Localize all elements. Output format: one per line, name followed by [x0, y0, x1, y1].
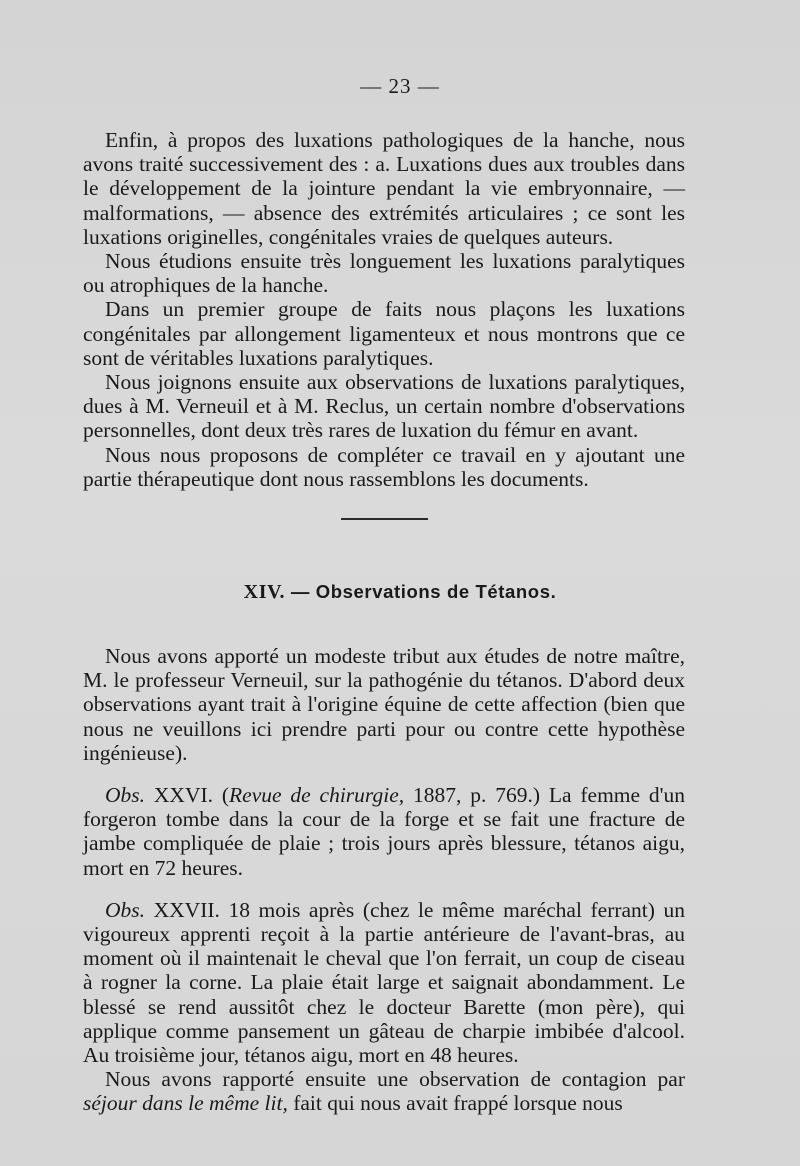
obs-27-number: XXVII. [153, 897, 220, 922]
section-divider [341, 518, 428, 520]
paragraph-obs-26 [83, 783, 685, 880]
paragraph-luxations-paralytiques: Nous étudions ensuite très longuement les luxations paralytiques ou atrophiques de la hanche. [83, 249, 685, 298]
obs-26-ref-rest: 1887, p. 769.) [413, 783, 540, 808]
obs-26-label: Obs. [105, 783, 146, 808]
obs-27-label: Obs. [105, 897, 146, 922]
paragraph-observations-personnelles: Nous joignons ensuite aux observations de luxations paralytiques, dues à M. Verneuil et à M. Reclus, un certain nombre d'observations personnelles, dont deux très rares de luxation du fémur en avant. [83, 370, 685, 443]
obs-26-journal: Revue de chirurgie, [229, 783, 405, 808]
heading-title: Observations de Tétanos. [315, 581, 557, 602]
section-heading [0, 581, 800, 604]
section-luxations [83, 128, 685, 491]
paragraph-tetanos-intro: Nous avons apporté un modeste tribut aux études de notre maître, M. le professeur Verneuil, sur la pathogénie du tétanos. D'abord deux observations ayant trait à l'origine équine de cette affection (bien que nous ne veuillons ici prendre parti pour ou contre cette hypothèse ingénieuse). [83, 644, 685, 765]
paragraph-premier-groupe: Dans un premier groupe de faits nous plaçons les luxations congénitales par allongement ligamenteux et nous montrons que ce sont de véritables luxations paralytiques. [83, 297, 685, 370]
obs-26-ref-open: ( [221, 783, 230, 808]
heading-dash: — [290, 581, 311, 602]
paragraph-contagion [83, 1067, 685, 1115]
contagion-before: Nous avons rapporté ensuite une observation de contagion par [105, 1067, 685, 1092]
contagion-after: fait qui nous avait frappé lorsque nous [293, 1091, 623, 1116]
contagion-italic: séjour dans le même lit, [83, 1091, 288, 1116]
paragraph-obs-27 [83, 898, 685, 1067]
obs-26-text: La femme d'un forgeron tombe dans la cour de la forge et se fait une fracture de jambe compliquée de plaie ; trois jours après blessure, tétanos aigu, mort en 72 heures. [83, 783, 686, 880]
paragraph-therapeutique: Nous nous proposons de compléter ce travail en y ajoutant une partie thérapeutique dont nous rassemblons les documents. [83, 442, 685, 491]
heading-number: XIV. [243, 581, 286, 603]
section-tetanos [83, 644, 685, 1116]
page-number: — 23 — [360, 74, 440, 98]
paragraph-luxations-intro: Enfin, à propos des luxations pathologiques de la hanche, nous avons traité successivement des : a. Luxations dues aux troubles dans le développement de la jointure pendant la vie embryonnaire, — malformations, — absence des extrémités articulaires ; ce sont les luxations originelles, congénitales vraies de quelques auteurs. [83, 128, 685, 249]
obs-27-text: 18 mois après (chez le même maréchal ferrant) un vigoureux apprenti reçoit à la partie antérieure de l'avant-bras, au moment où il maintenait le cheval que l'on ferrait, un coup de ciseau à rogner la corne. La plaie était large et saignait abondamment. Le blessé se rend aussitôt chez le docteur Barette (mon père), qui applique comme pansement un gâteau de charpie imbibée d'alcool. Au troisième jour, tétanos aigu, mort en 48 heures. [83, 897, 686, 1068]
obs-26-number: XXVI. [153, 783, 214, 808]
